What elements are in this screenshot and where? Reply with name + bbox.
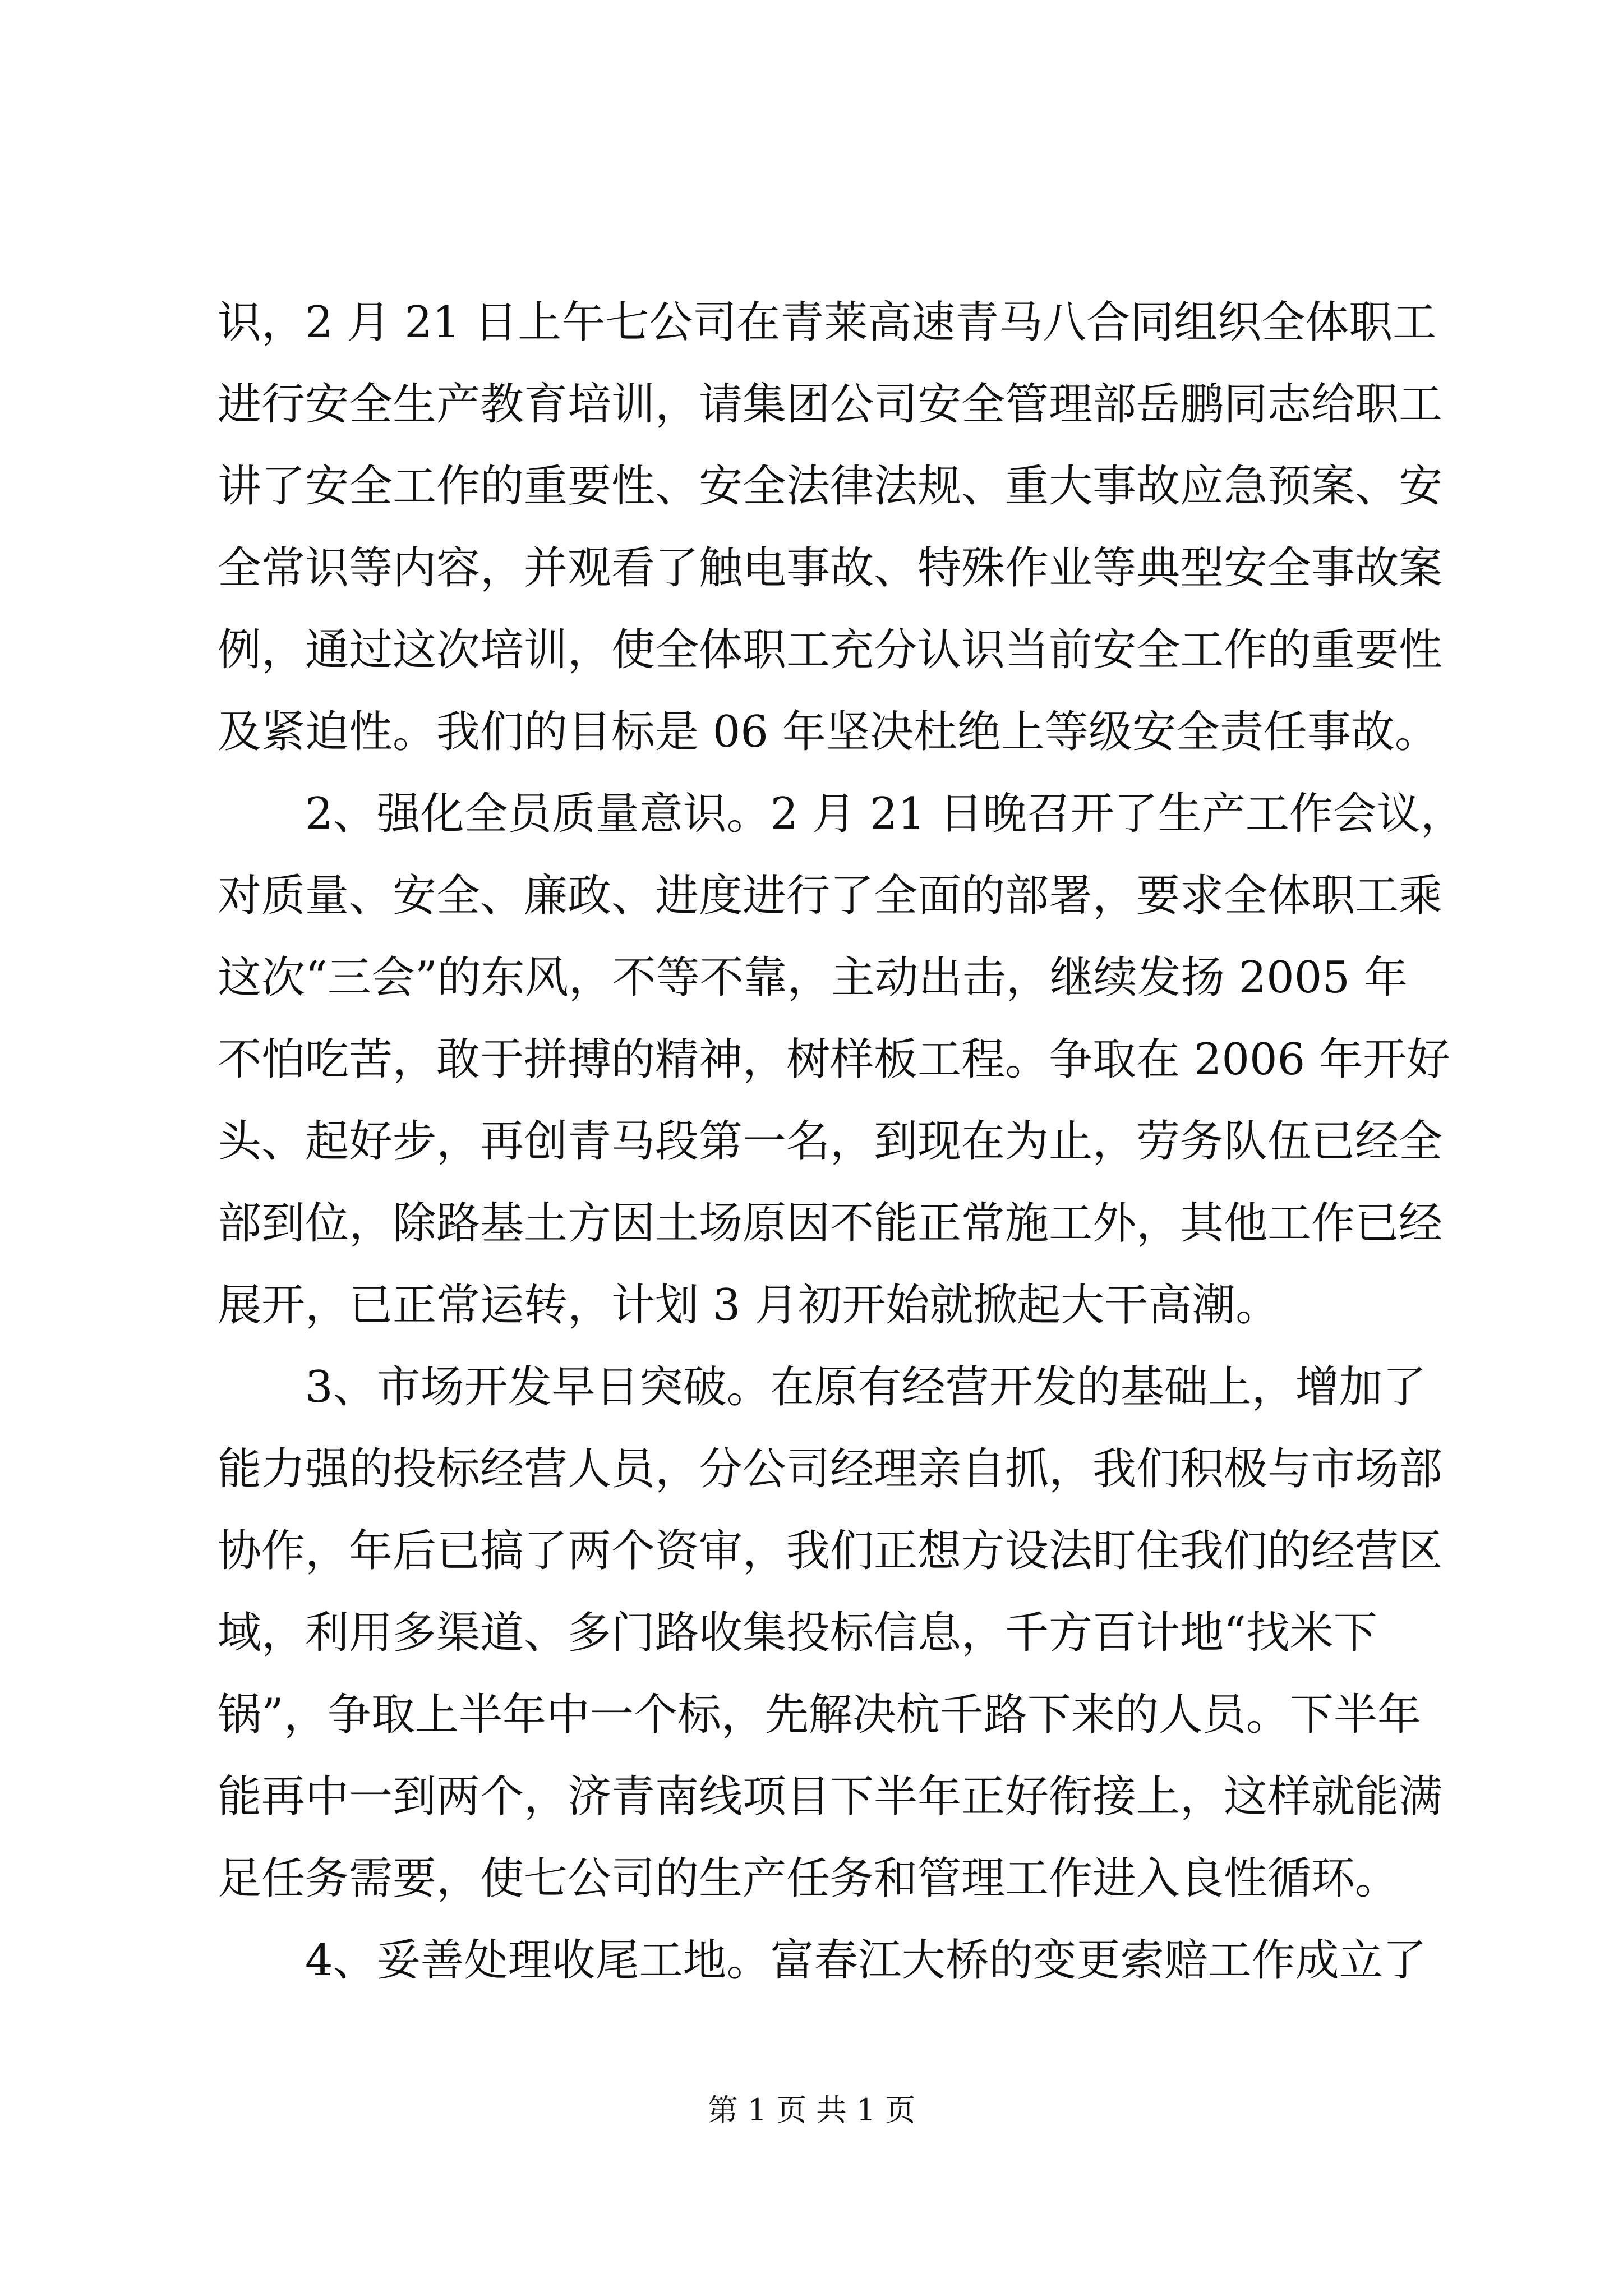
text-line: 展开，已正常运转，计划 3 月初开始就掀起大干高潮。 [218,1280,1280,1331]
text-line: 讲了安全工作的重要性、安全法律法规、重大事故应急预案、安 [218,461,1443,512]
text-line: 域，利用多渠道、多门路收集投标信息，千方百计地“找米下 [218,1608,1377,1658]
text-line: 足任务需要，使七公司的生产任务和管理工作进入良性循环。 [218,1853,1399,1904]
text-line: 全常识等内容，并观看了触电事故、特殊作业等典型安全事故案 [218,543,1443,593]
text-line: 协作，年后已搞了两个资审，我们正想方设法盯住我们的经营区 [218,1526,1443,1576]
text-line: 例，通过这次培训，使全体职工充分认识当前安全工作的重要性 [218,625,1443,675]
paragraph-heading-line: 3、市场开发早日突破。在原有经营开发的基础上，增加了 [305,1362,1427,1412]
text-line: 及紧迫性。我们的目标是 06 年坚决杜绝上等级安全责任事故。 [218,707,1438,757]
text-line: 部到位，除路基土方因土场原因不能正常施工外，其他工作已经 [218,1198,1443,1249]
text-line: 这次“三会”的东风，不等不靠，主动出击，继续发扬 2005 年 [218,953,1408,1003]
paragraph-heading-line: 2、强化全员质量意识。2 月 21 日晚召开了生产工作会议， [305,789,1464,839]
text-line: 能力强的投标经营人员，分公司经理亲自抓，我们积极与市场部 [218,1444,1443,1494]
text-line: 识，2 月 21 日上午七公司在青莱高速青马八合同组织全体职工 [218,297,1437,348]
text-line: 对质量、安全、廉政、进度进行了全面的部署，要求全体职工乘 [218,871,1443,921]
text-line: 头、起好步，再创青马段第一名，到现在为止，劳务队伍已经全 [218,1116,1443,1167]
text-line: 能再中一到两个，济青南线项目下半年正好衔接上，这样就能满 [218,1772,1443,1822]
text-line: 锅”，争取上半年中一个标，先解决杭千路下来的人员。下半年 [218,1690,1421,1740]
paragraph-heading-line: 4、妥善处理收尾工地。富春江大桥的变更索赔工作成立了 [305,1935,1427,1986]
text-line: 进行安全生产教育培训，请集团公司安全管理部岳鹏同志给职工 [218,379,1443,430]
page-footer: 第 1 页 共 1 页 [707,2092,916,2128]
text-line: 不怕吃苦，敢于拼搏的精神，树样板工程。争取在 2006 年开好 [218,1034,1451,1085]
